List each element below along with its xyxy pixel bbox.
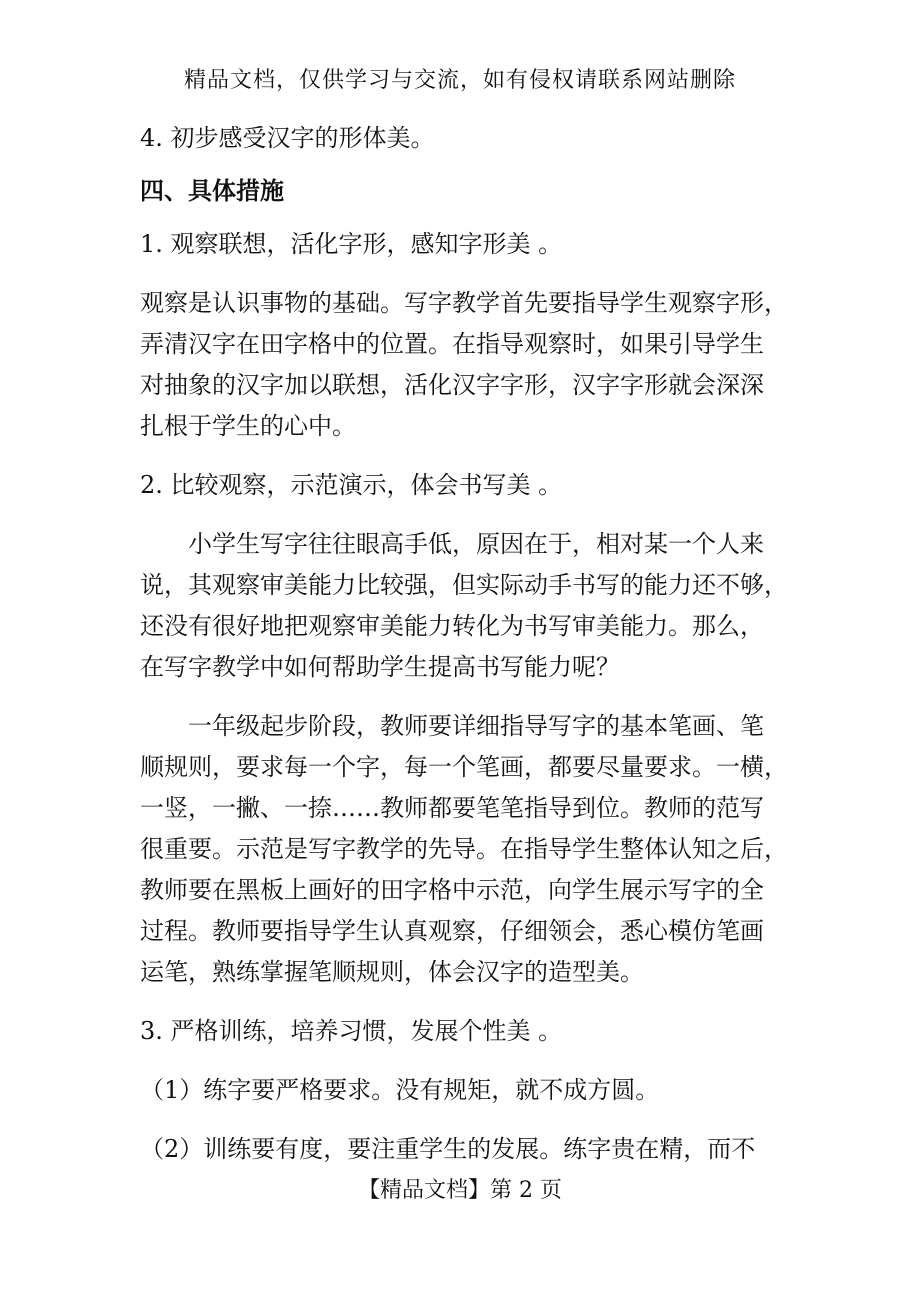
paragraph-line: 弄清汉字在田字格中的位置。在指导观察时，如果引导学生 <box>140 330 764 358</box>
paragraph-line: 很重要。示范是写字教学的先导。在指导学生整体认知之后， <box>140 835 788 863</box>
measure-2-paragraph-1 <box>140 524 800 688</box>
paragraph-line: 还没有很好地把观察审美能力转化为书写审美能力。那么， <box>140 612 764 640</box>
measure-3-title: 3. 严格训练，培养习惯，发展个性美 。 <box>140 1017 563 1045</box>
paragraph-line: 小学生写字往往眼高手低，原因在于，相对某一个人来 <box>188 530 764 558</box>
paragraph-line: 运笔，熟练掌握笔顺规则，体会汉字的造型美。 <box>140 958 644 986</box>
document-body <box>140 118 800 1170</box>
page-header: 精品文档，仅供学习与交流，如有侵权请联系网站删除 <box>183 68 736 93</box>
page-footer: 【精品文档】第 2 页 <box>358 1178 562 1203</box>
paragraph-line: 过程。教师要指导学生认真观察，仔细领会，悉心模仿笔画 <box>140 917 764 945</box>
paragraph-line: 对抽象的汉字加以联想，活化汉字字形，汉字字形就会深深 <box>140 371 764 399</box>
measure-3-sub-1: （1）练字要严格要求。没有规矩，就不成方圆。 <box>140 1076 660 1104</box>
measure-2-paragraph-2 <box>140 706 800 993</box>
paragraph-line: 扎根于学生的心中。 <box>140 412 356 440</box>
paragraph-line: 顺规则，要求每一个字，每一个笔画，都要尽量要求。一横， <box>140 753 788 781</box>
paragraph-line: 说，其观察审美能力比较强，但实际动手书写的能力还不够， <box>140 571 788 599</box>
paragraph-line: 一竖，一撇、一捺……教师都要笔笔指导到位。教师的范写 <box>140 794 764 822</box>
goal-item-4: 4. 初步感受汉字的形体美。 <box>140 124 435 152</box>
measure-1-paragraph <box>140 283 800 447</box>
paragraph-line: 一年级起步阶段，教师要详细指导写字的基本笔画、笔 <box>188 712 764 740</box>
measure-2-title: 2. 比较观察，示范演示，体会书写美 。 <box>140 471 563 499</box>
paragraph-line: 观察是认识事物的基础。写字教学首先要指导学生观察字形， <box>140 289 788 317</box>
measure-1-title: 1. 观察联想，活化字形，感知字形美 。 <box>140 230 563 258</box>
measure-3-sub-2: （2）训练要有度，要注重学生的发展。练字贵在精，而不 <box>140 1135 756 1163</box>
paragraph-line: 在写字教学中如何帮助学生提高书写能力呢？ <box>140 653 620 681</box>
paragraph-line: 教师要在黑板上画好的田字格中示范，向学生展示写字的全 <box>140 876 764 904</box>
section-heading-measures: 四、具体措施 <box>140 177 284 205</box>
